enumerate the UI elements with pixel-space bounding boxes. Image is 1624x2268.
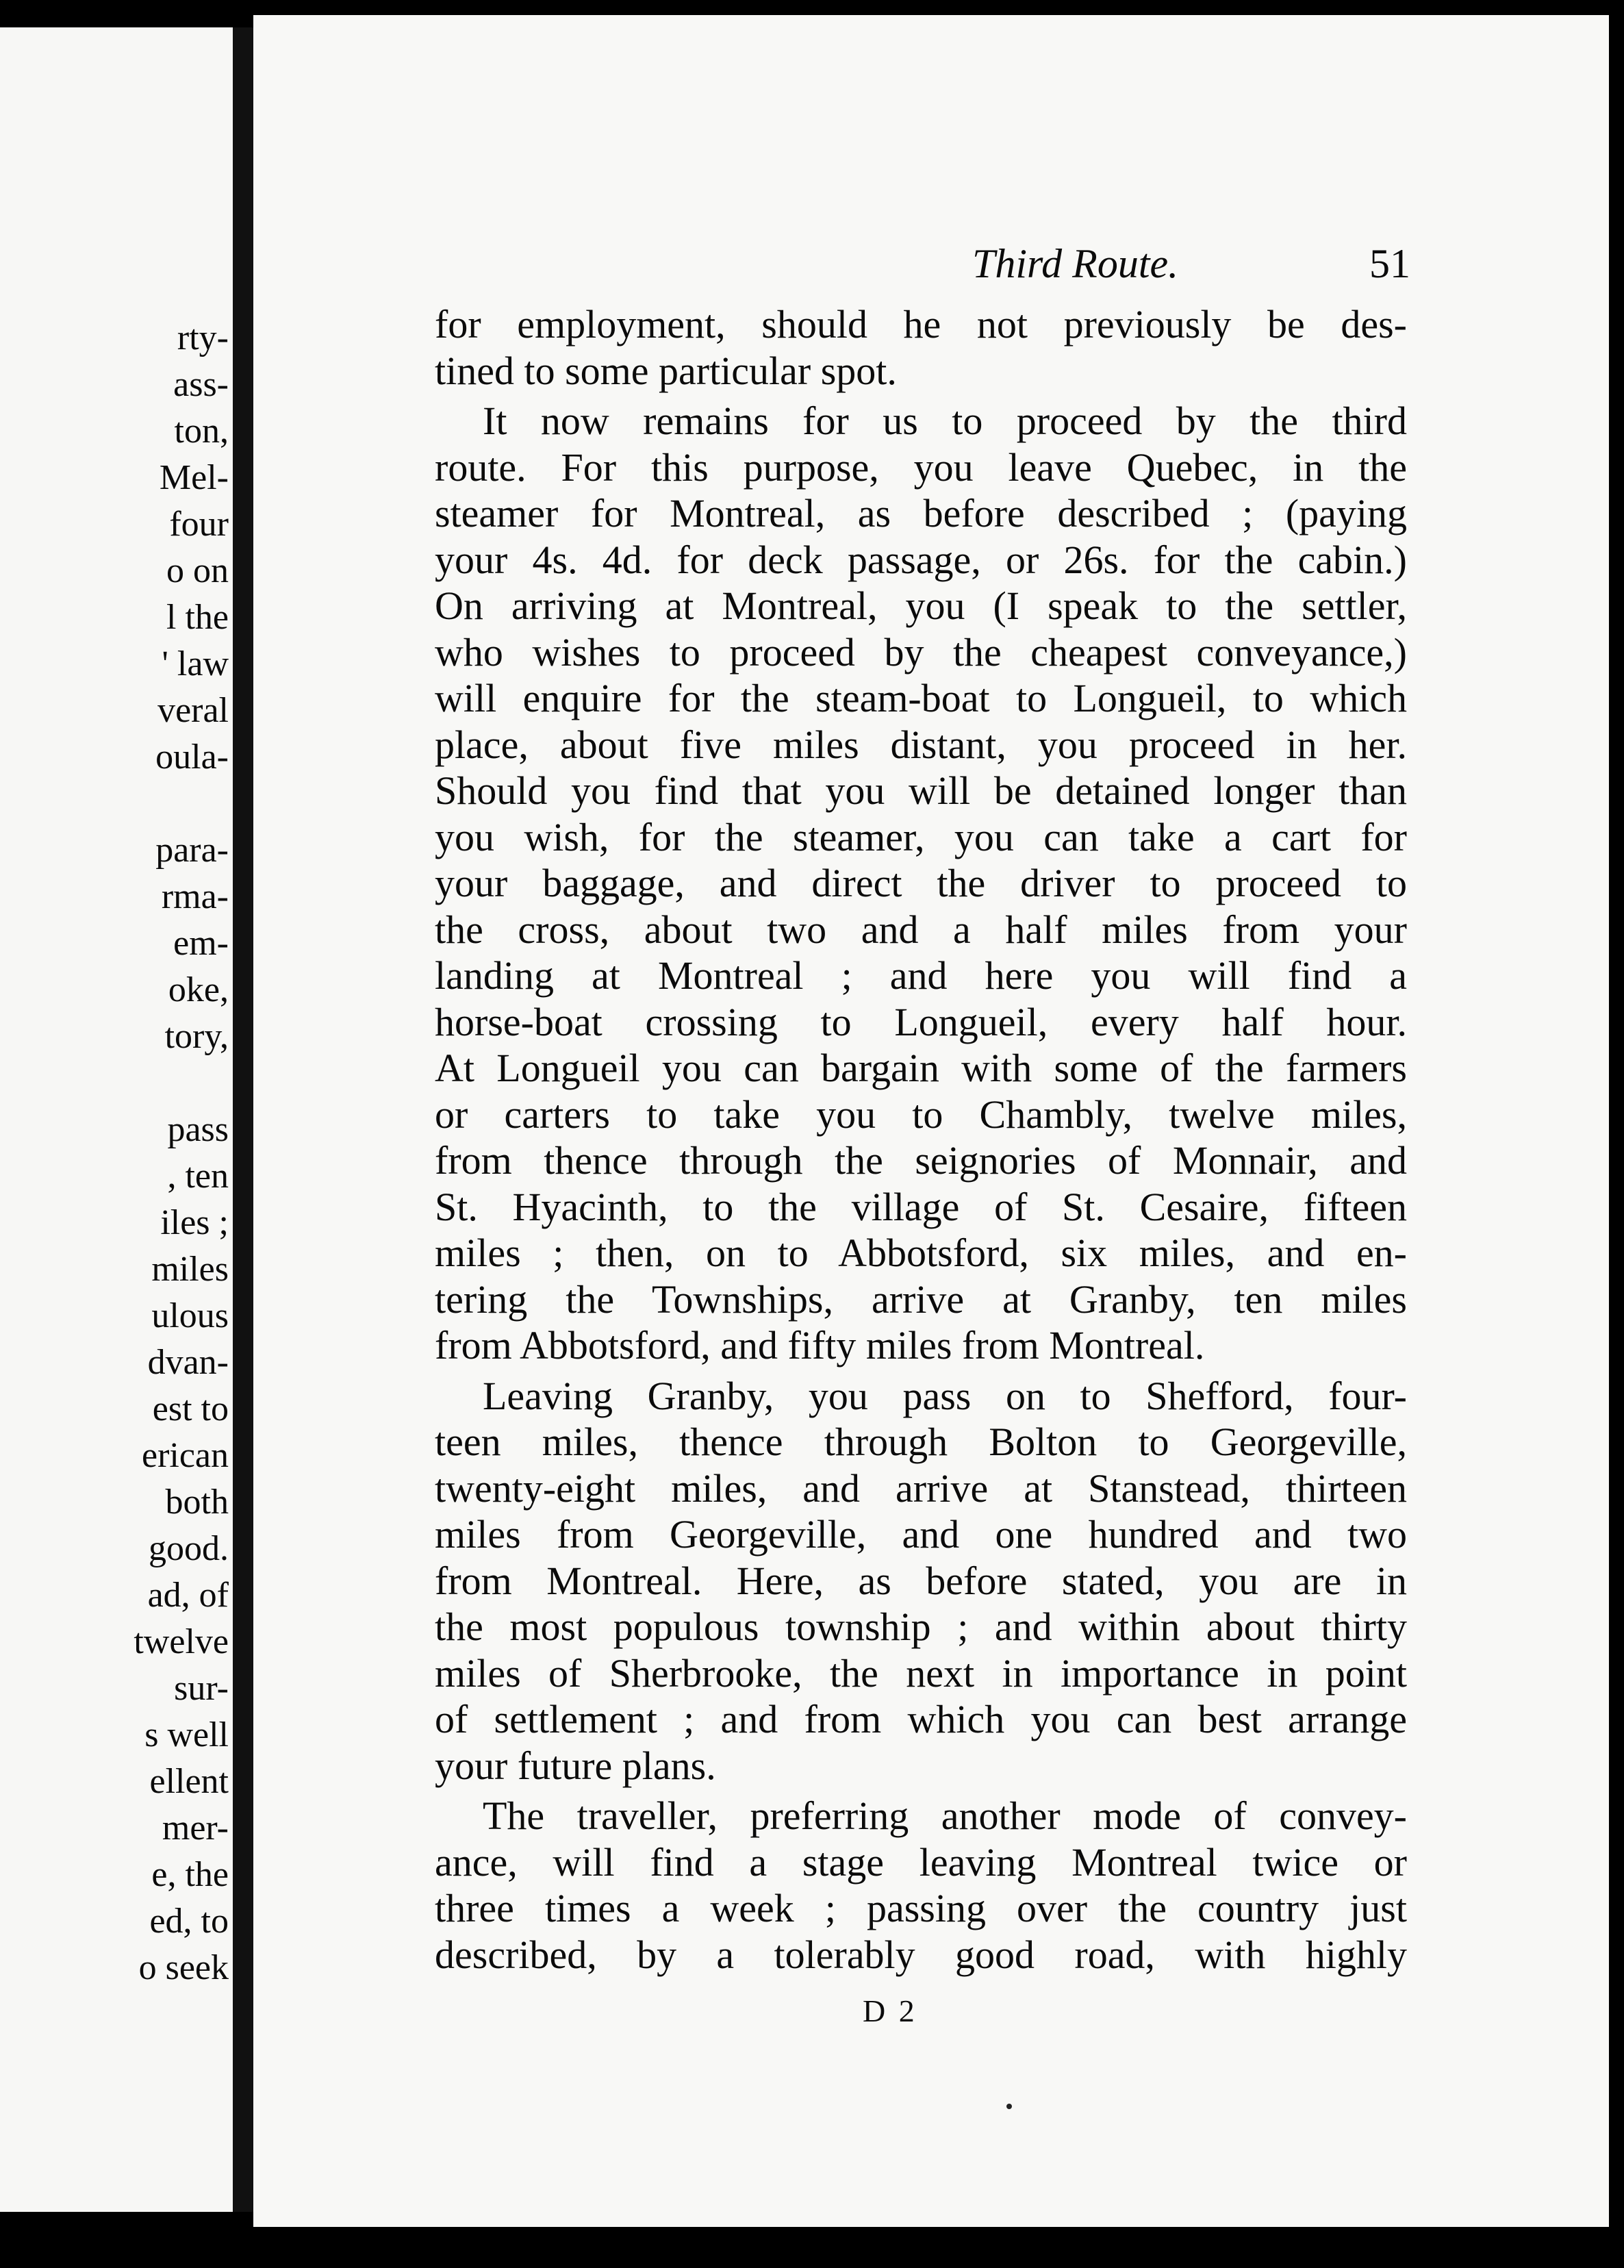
text-line: landing at Montreal ; and here you will find a — [435, 953, 1407, 998]
text-line: Leaving Granby, you pass on to Shefford, four- — [483, 1373, 1407, 1418]
facing-page-line: para- — [155, 831, 229, 870]
text-line: At Longueil you can bargain with some of the farmers — [435, 1046, 1407, 1090]
text-line: steamer for Montreal, as before described ; (paying — [435, 491, 1407, 536]
facing-page-line: erican — [141, 1436, 229, 1475]
book-page — [253, 15, 1609, 2227]
text-line: from Abbotsford, and fifty miles from Montreal. — [435, 1323, 1205, 1368]
text-line: miles of Sherbrooke, the next in importance in point — [435, 1650, 1407, 1696]
facing-page-line: oula- — [155, 738, 229, 777]
facing-page-line: l the — [166, 598, 229, 637]
paragraph — [435, 398, 1407, 1369]
running-title: Third Route. — [972, 241, 1179, 286]
book-gutter — [233, 27, 253, 2212]
signature-mark: D 2 — [863, 1993, 917, 2028]
facing-page-text — [134, 315, 229, 1991]
facing-page-line: rma- — [161, 877, 229, 916]
text-line: of settlement ; and from which you can best arrange — [435, 1697, 1407, 1741]
facing-page-line: good. — [149, 1529, 229, 1568]
facing-page-line: iles ; — [160, 1203, 229, 1242]
text-line: Should you find that you will be detained longer than — [435, 768, 1407, 813]
facing-page-line: ' law — [162, 644, 229, 683]
facing-page-line: oke, — [168, 970, 229, 1009]
text-line: for employment, should he not previously be des- — [435, 302, 1407, 346]
facing-page-line: ed, to — [149, 1902, 229, 1941]
facing-page-line: ass- — [173, 365, 229, 404]
text-line: you wish, for the steamer, you can take a cart for — [435, 814, 1407, 859]
facing-page-line — [134, 1060, 229, 1107]
facing-page-line: four — [169, 505, 229, 544]
text-line: It now remains for us to proceed by the third — [483, 399, 1407, 443]
text-line: twenty-eight miles, and arrive at Stanstead, thirteen — [435, 1465, 1407, 1511]
facing-page-line: o seek — [138, 1948, 229, 1987]
text-line: from thence through the seignories of Monnair, and — [435, 1138, 1407, 1183]
facing-page-line: Mel- — [159, 458, 229, 497]
facing-page-line: o on — [166, 551, 229, 590]
facing-page-line: pass — [167, 1110, 229, 1149]
facing-page-line: mer- — [162, 1809, 229, 1848]
facing-page-line: , ten — [167, 1157, 229, 1196]
text-line: or carters to take you to Chambly, twelve miles, — [435, 1092, 1407, 1137]
text-line: will enquire for the steam-boat to Longueil, to which — [435, 676, 1407, 720]
facing-page-line: e, the — [151, 1855, 229, 1894]
text-line: route. For this purpose, you leave Quebec, in the — [435, 444, 1407, 490]
text-line: On arriving at Montreal, you (I speak to the settler, — [435, 583, 1407, 628]
text-line: ance, will find a stage leaving Montreal twice or — [435, 1839, 1407, 1885]
facing-page-line: ellent — [149, 1762, 229, 1801]
facing-page-line: tory, — [164, 1017, 229, 1056]
page-header — [431, 233, 1410, 294]
facing-page-fragment — [0, 27, 233, 2212]
facing-page-line: sur- — [174, 1669, 229, 1708]
ink-speck — [1006, 2104, 1012, 2109]
text-line: tined to some particular spot. — [435, 348, 897, 393]
text-line: miles from Georgeville, and one hundred and two — [435, 1512, 1407, 1557]
text-line: who wishes to proceed by the cheapest conveyance,) — [435, 629, 1407, 675]
facing-page-line: s well — [144, 1715, 229, 1754]
text-line: your 4s. 4d. for deck passage, or 26s. for the cabin.) — [435, 537, 1407, 582]
facing-page-line: veral — [157, 691, 229, 730]
facing-page-line: ulous — [151, 1296, 229, 1335]
text-line: St. Hyacinth, to the village of St. Cesaire, fifteen — [435, 1184, 1407, 1229]
facing-page-line: miles — [151, 1250, 229, 1289]
paragraph — [435, 1373, 1407, 1789]
text-line: place, about five miles distant, you proceed in her. — [435, 722, 1407, 767]
facing-page-line: ton, — [174, 412, 229, 451]
page-number: 51 — [1369, 241, 1410, 286]
body-text — [435, 301, 1407, 1978]
text-line: the cross, about two and a half miles from your — [435, 907, 1407, 952]
text-line: your future plans. — [435, 1743, 716, 1788]
text-line: three times a week ; passing over the country just — [435, 1886, 1407, 1930]
facing-page-line — [134, 781, 229, 827]
facing-page-line: dvan- — [147, 1343, 229, 1382]
text-line: described, by a tolerably good road, with highly — [435, 1932, 1407, 1977]
text-line: your baggage, and direct the driver to proceed to — [435, 861, 1407, 905]
text-line: The traveller, preferring another mode of convey- — [483, 1793, 1407, 1838]
facing-page-line: em- — [173, 924, 229, 963]
paragraph — [435, 301, 1407, 394]
text-line: from Montreal. Here, as before stated, you are in — [435, 1558, 1407, 1603]
text-line: teen miles, thence through Bolton to Georgeville, — [435, 1420, 1407, 1464]
text-line: miles ; then, on to Abbotsford, six miles, and en- — [435, 1231, 1407, 1275]
paragraph — [435, 1793, 1407, 1978]
text-line: tering the Townships, arrive at Granby, ten miles — [435, 1276, 1407, 1322]
text-line: the most populous township ; and within about thirty — [435, 1604, 1407, 1649]
text-line: horse-boat crossing to Longueil, every half hour. — [435, 999, 1407, 1044]
facing-page-line: est to — [152, 1389, 229, 1428]
facing-page-line: rty- — [177, 318, 229, 357]
facing-page-line: ad, of — [147, 1576, 229, 1615]
facing-page-line: twelve — [134, 1622, 229, 1661]
facing-page-line: both — [165, 1483, 229, 1522]
